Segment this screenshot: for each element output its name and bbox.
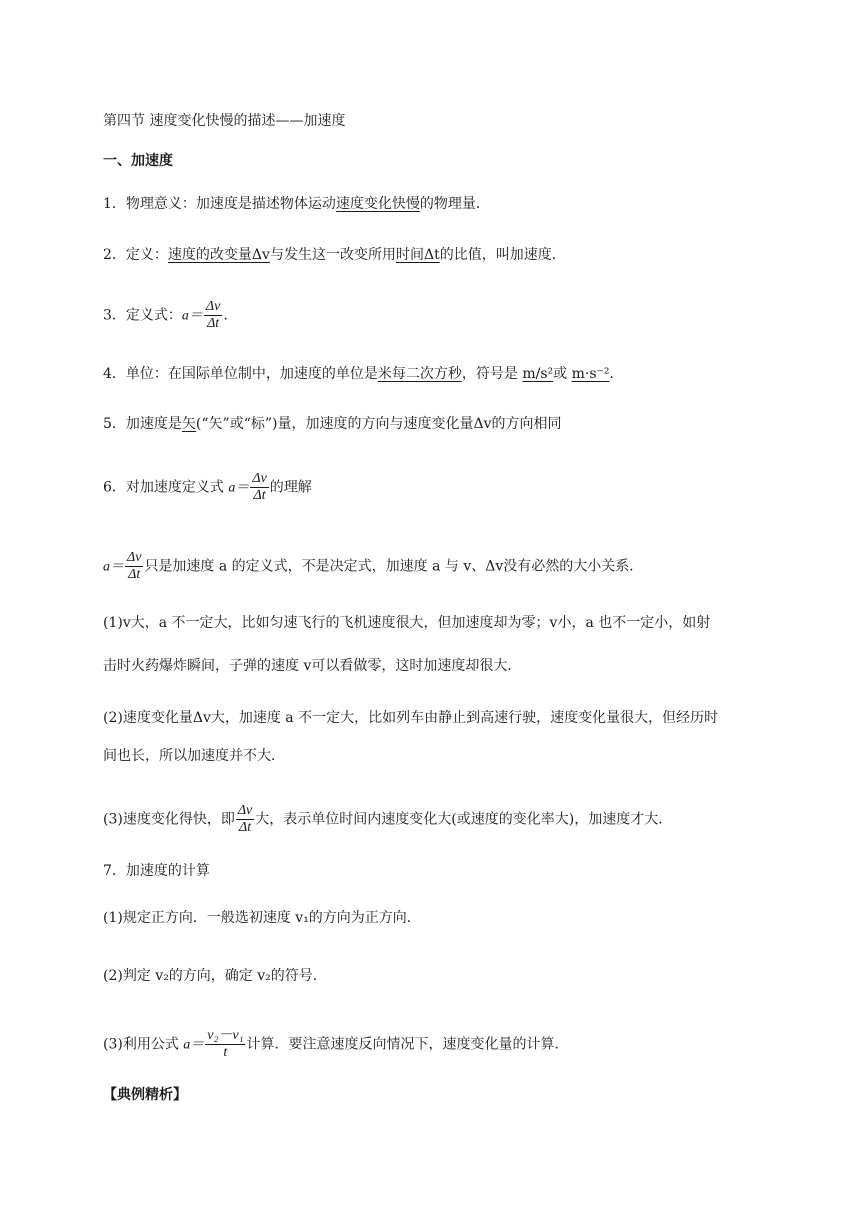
underlined-term: 米每二次方秒 [377,366,462,382]
text: 4．单位：在国际单位制中，加速度的单位是 [103,366,378,382]
definition-note [103,550,643,583]
fraction-numerator: Δv [127,550,142,565]
item-formula [103,299,228,332]
fraction-numerator: v₂－v₁ [207,1028,244,1043]
item-physical-meaning [103,194,490,214]
fraction-denominator: Δt [207,316,220,331]
item-vector [103,414,562,434]
text: 3．定义式： [103,307,182,324]
text: ，符号是 [461,366,523,382]
paragraph-1-line-2: 击时火药爆炸瞬间，子弹的速度 v可以看做零，这时加速度却很大． [103,658,522,674]
example-heading: 【典例精析】 [103,1087,187,1103]
text: 2．定义： [103,247,168,263]
item-calculation: 7．加速度的计算 [103,863,210,879]
item-unit [103,364,614,384]
text: (3)速度变化得快，即 [103,811,235,828]
text: 1．物理意义：加速度是描述物体运动 [103,196,336,212]
section-heading: 一、加速度 [103,153,173,169]
underlined-term: 矢 [181,416,196,432]
fraction-numerator: Δv [237,803,253,818]
paragraph-1-line-1: (1)v大，a 不一定大，比如匀速飞行的飞机速度很大，但加速度却为零；v小，a 也不一定小，如射 [103,615,711,631]
text: . [609,366,614,382]
text: 的理解 [269,479,312,496]
lesson-title: 第四节 速度变化快慢的描述——加速度 [103,113,346,129]
underlined-term: m/s² [522,366,554,382]
calc-step-2: (2)判定 v₂的方向，确定 v₂的符号． [103,968,327,984]
formula-lhs: a＝ [181,308,203,324]
fraction-denominator: Δt [253,488,266,503]
fraction [250,471,268,504]
fraction-denominator: Δt [239,820,252,835]
text: 大，表示单位时间内速度变化大(或速度的变化率大)，加速度才大． [255,811,673,828]
underlined-term: m·s⁻² [571,366,610,382]
fraction-denominator: Δt [128,567,141,582]
text: 计算．要注意速度反向情况下，速度变化量的计算． [246,1036,569,1053]
text: 的比值，叫加速度． [439,247,566,263]
fraction [205,1028,245,1061]
paragraph-2-line-2: 间也长，所以加速度并不大． [103,748,285,764]
text: (3)利用公式 [103,1036,184,1053]
fraction [125,550,143,583]
text: 5．加速度是 [103,416,182,432]
paragraph-3 [103,803,672,836]
calc-step-1: (1)规定正方向．一般选初速度 v₁的方向为正方向． [103,910,421,926]
formula-lhs: a＝ [103,559,124,575]
text: 只是加速度 a 的定义式，不是决定式，加速度 a 与 v、Δv没有必然的大小关系． [144,558,644,575]
text: 的物理量． [419,196,490,212]
underlined-term: 速度变化快慢 [335,196,420,212]
item-definition [103,245,566,265]
fraction-numerator: Δv [205,299,221,314]
fraction-numerator: Δv [252,471,267,486]
text: 或 [553,366,572,382]
text: 与发生这一改变所用 [269,247,396,263]
item-understanding [103,471,312,504]
formula-lhs: a＝ [228,480,250,496]
text: 6．对加速度定义式 [103,479,229,496]
underlined-term: 速度的改变量Δv [167,247,270,263]
formula-lhs: a＝ [183,1037,205,1053]
fraction-denominator: t [223,1045,228,1060]
underlined-term: 时间Δt [395,247,440,263]
calc-step-3 [103,1028,568,1061]
paragraph-2-line-1: (2)速度变化量Δv大，加速度 a 不一定大，比如列车由静止到高速行驶，速度变化量很大，但经历时 [103,710,719,726]
text: (“矢”或“标”)量，加速度的方向与速度变化量Δv的方向相同 [195,416,562,432]
text: . [223,307,228,324]
fraction [236,803,254,836]
fraction [204,299,222,332]
